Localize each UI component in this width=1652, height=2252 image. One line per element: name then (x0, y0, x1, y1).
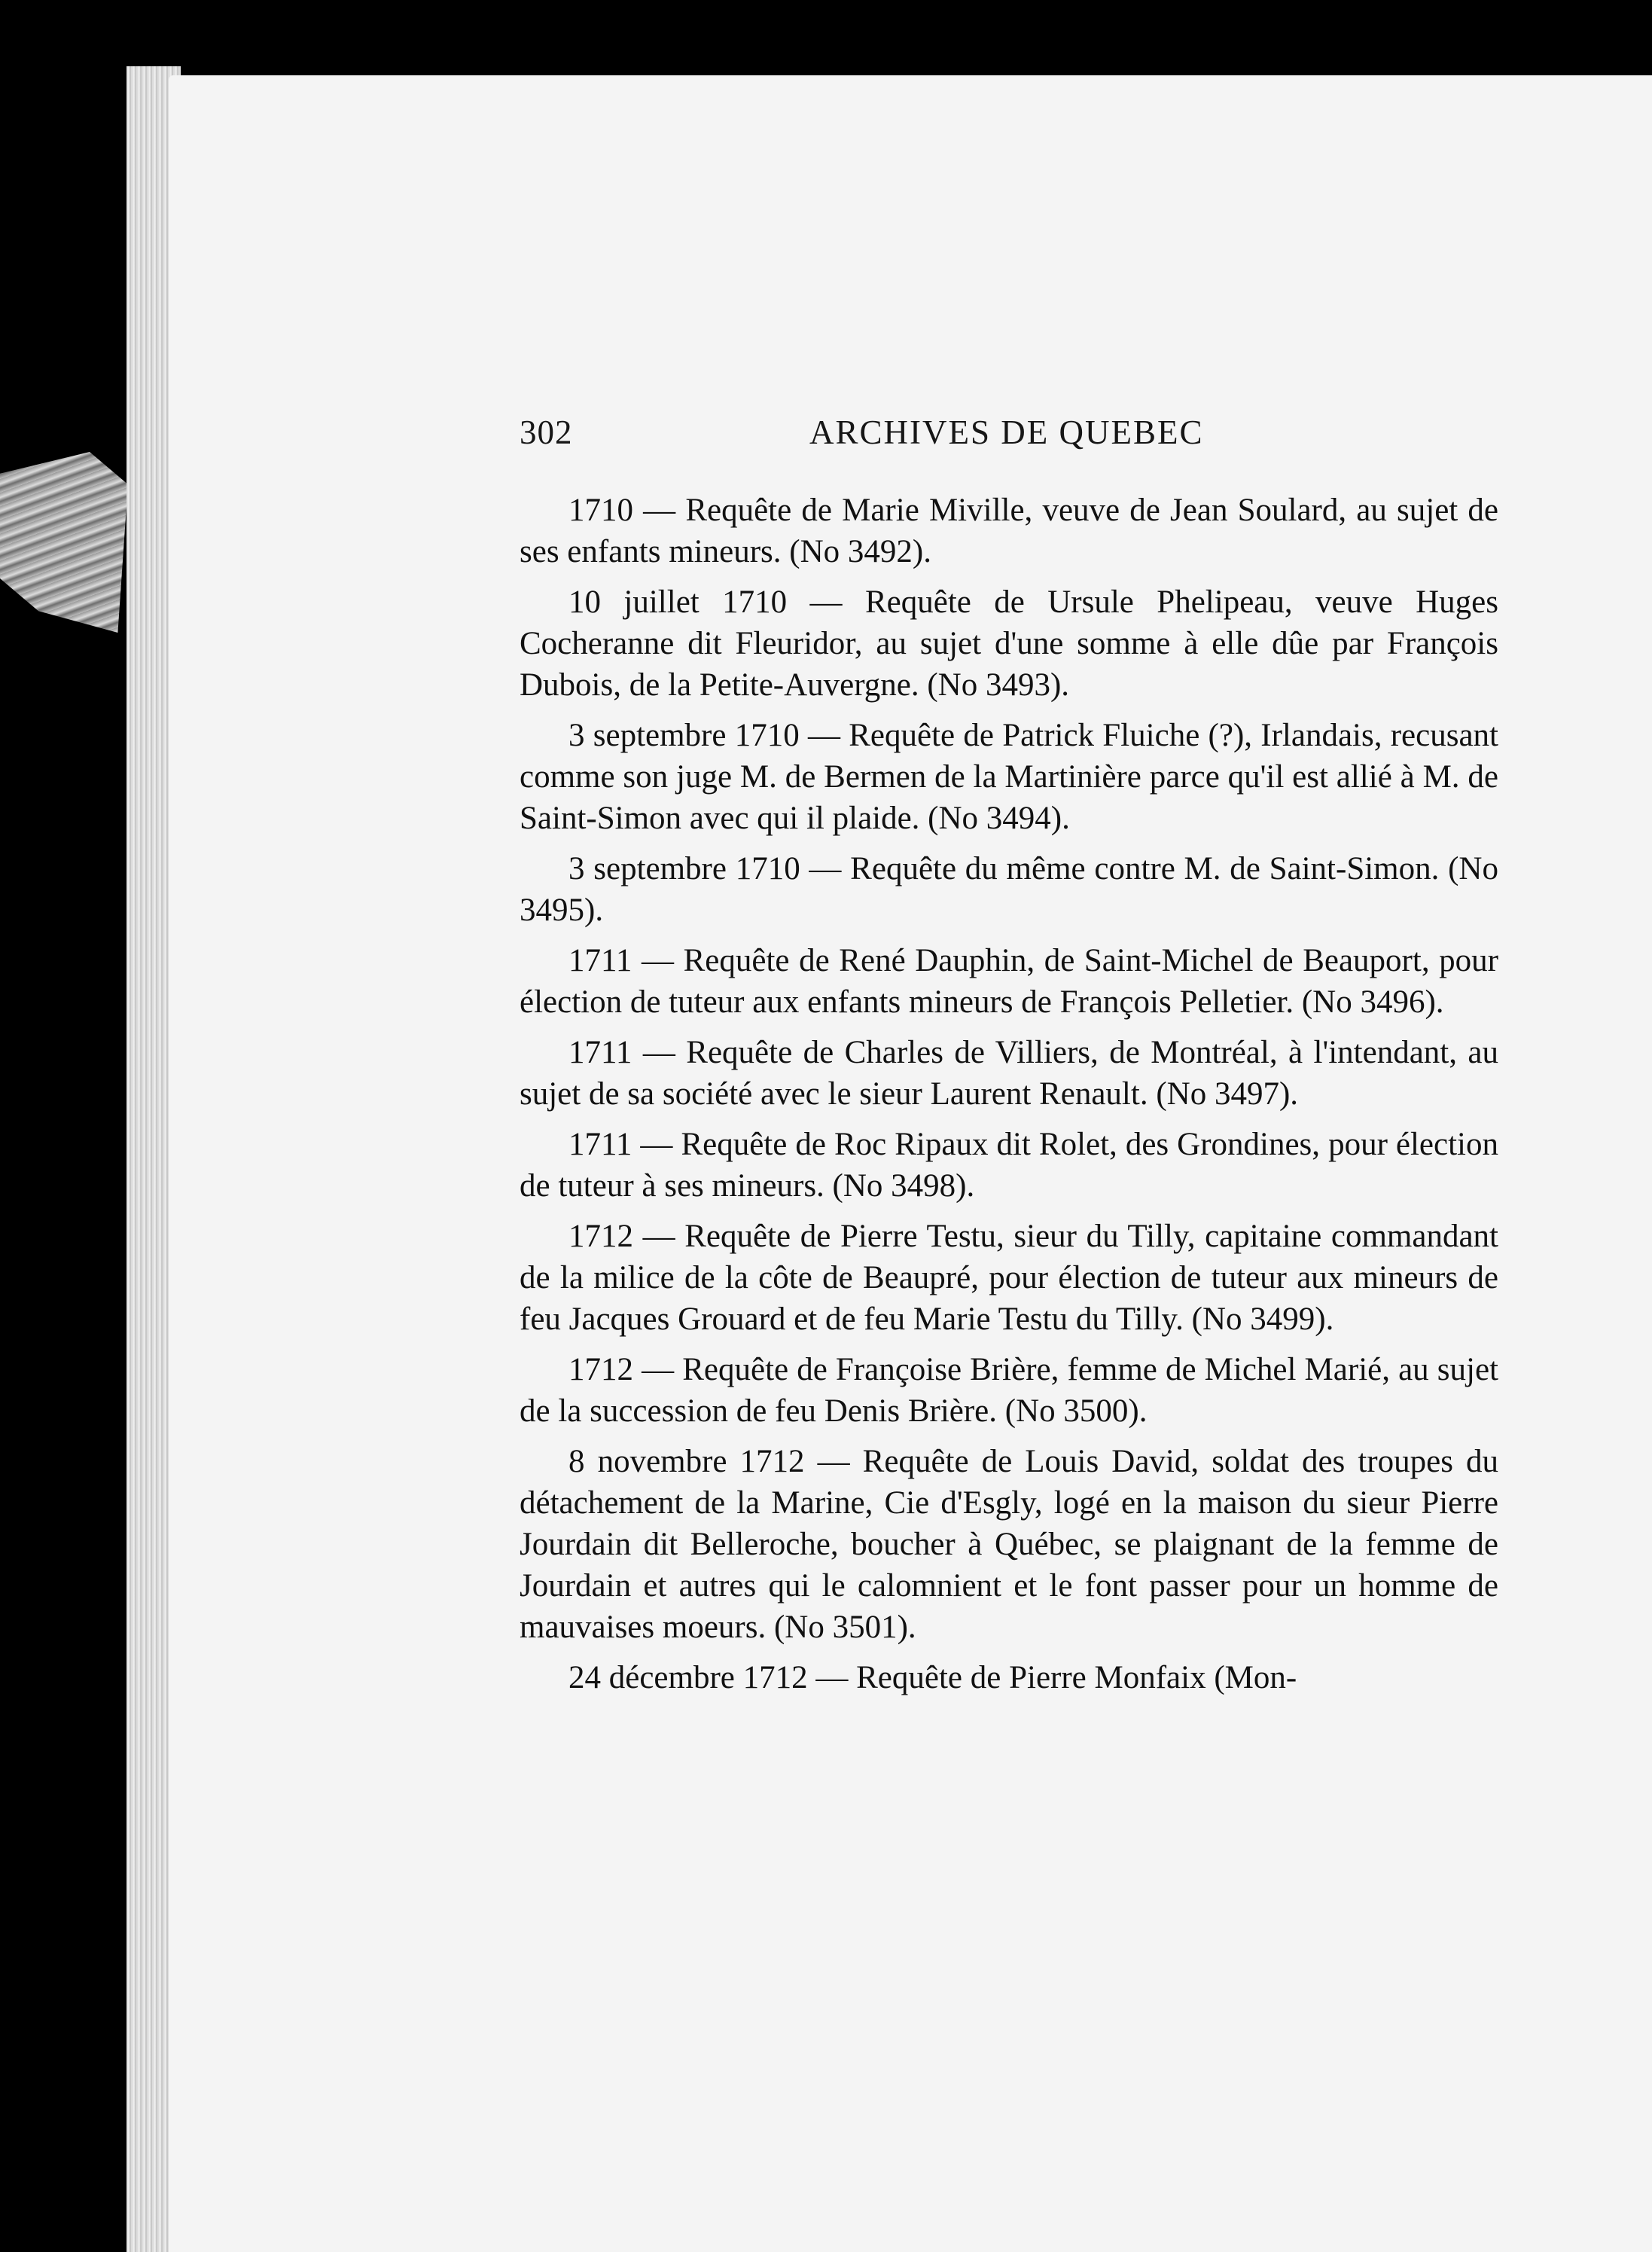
entry-3501: 8 novembre 1712 — Requête de Louis David, soldat des troupes du détachement de la Marine, Cie d'Esgly, logé en la maison du sieur Pierre Jourdain dit Belleroche, boucher à Québec, se plaignant de la femme de Jourdain et autres qui le calomnient et le font passer pour un homme de mauvaises moeurs. (No 3501). (520, 1444, 1498, 1645)
entry-3496: 1711 — Requête de René Dauphin, de Saint-Michel de Beauport, pour élection de tuteur aux enfants mineurs de François Pelletier. (No 3496). (520, 943, 1498, 1020)
entry-3495: 3 septembre 1710 — Requête du même contre M. de Saint-Simon. (No 3495). (520, 851, 1498, 928)
page-header (520, 413, 1521, 465)
page-number: 302 (520, 413, 573, 451)
entry-3497: 1711 — Requête de Charles de Villiers, de Montréal, à l'intendant, au sujet de sa société avec le sieur Laurent Renault. (No 3497). (520, 1035, 1498, 1112)
entry-3494: 3 septembre 1710 — Requête de Patrick Fluiche (?), Irlandais, recusant comme son juge M. de Bermen de la Martinière parce qu'il est allié à M. de Saint-Simon avec qui il plaide. (No 3494). (520, 718, 1498, 836)
entry-3498: 1711 — Requête de Roc Ripaux dit Rolet, des Grondines, pour élection de tuteur à ses mineurs. (No 3498). (520, 1127, 1498, 1204)
running-title: ARCHIVES DE QUEBEC (809, 413, 1204, 451)
text-body (520, 490, 1498, 1707)
entry-3492: 1710 — Requête de Marie Miville, veuve de Jean Soulard, au sujet de ses enfants mineurs. (No 3492). (520, 493, 1498, 569)
entry-3493: 10 juillet 1710 — Requête de Ursule Phelipeau, veuve Huges Cocheranne dit Fleuridor, au sujet d'une somme à elle dûe par François Dubois, de la Petite-Auvergne. (No 3493). (520, 584, 1498, 703)
entry-3502-partial: 24 décembre 1712 — Requête de Pierre Monfaix (Mon- (568, 1660, 1297, 1695)
entry-3499: 1712 — Requête de Pierre Testu, sieur du Tilly, capitaine commandant de la milice de la côte de Beaupré, pour élection de tuteur aux mineurs de feu Jacques Grouard et de feu Marie Testu du Tilly. (No 3499). (520, 1219, 1498, 1337)
torn-paper-fragment (0, 452, 128, 633)
entry-3500: 1712 — Requête de Françoise Brière, femme de Michel Marié, au sujet de la succession de feu Denis Brière. (No 3500). (520, 1352, 1498, 1429)
